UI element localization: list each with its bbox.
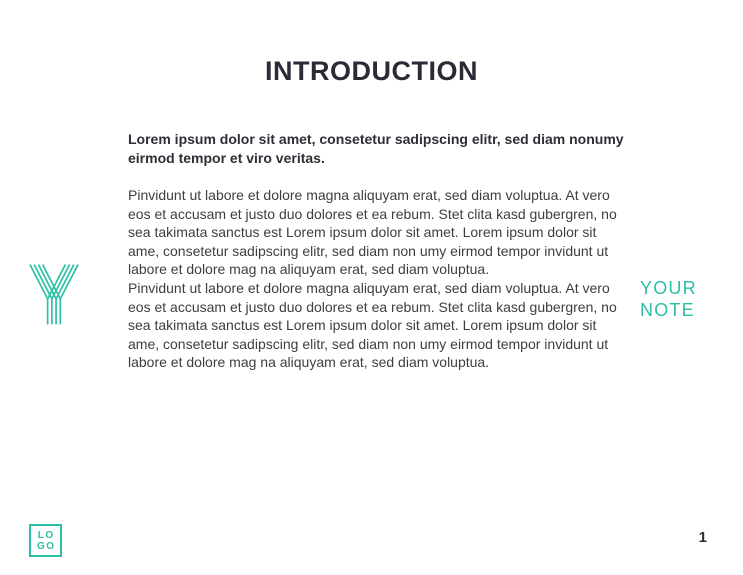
main-text-block xyxy=(128,130,630,372)
page-number: 1 xyxy=(698,529,707,546)
lead-paragraph: Lorem ipsum dolor sit amet, consetetur sadipscing elitr, sed diam nonumy eirmod tempor et viro veritas. xyxy=(128,131,624,166)
side-note-line: YOUR xyxy=(640,278,697,298)
logo-badge-text: LO xyxy=(37,529,55,541)
logo-badge xyxy=(29,524,62,557)
side-note xyxy=(640,277,697,321)
body-paragraph: Pinvidunt ut labore et dolore magna aliquyam erat, sed diam voluptua. At vero eos et accusam et justo duo dolores et ea rebum. Stet clita kasd gubergren, no sea takimata sanctus est Lorem ipsum dolor sit amet. Lorem ipsum dolor sit ame, consetetur sadipscing elitr, sed diam non umy eirmod tempor invidunt ut labore et dolore mag na aliquyam erat, sed diam voluptua. xyxy=(128,187,617,278)
body-paragraph: Pinvidunt ut labore et dolore magna aliquyam erat, sed diam voluptua. At vero eos et accusam et justo duo dolores et ea rebum. Stet clita kasd gubergren, no sea takimata sanctus est Lorem ipsum dolor sit amet. Lorem ipsum dolor sit ame, consetetur sadipscing elitr, sed diam non umy eirmod tempor invidunt ut labore et dolore mag na aliquyam erat, sed diam voluptua. xyxy=(128,279,617,371)
y-monogram-icon xyxy=(28,262,80,326)
page-title: INTRODUCTION xyxy=(265,56,478,86)
logo-badge-text: GO xyxy=(36,540,56,552)
side-note-line: NOTE xyxy=(640,300,695,320)
